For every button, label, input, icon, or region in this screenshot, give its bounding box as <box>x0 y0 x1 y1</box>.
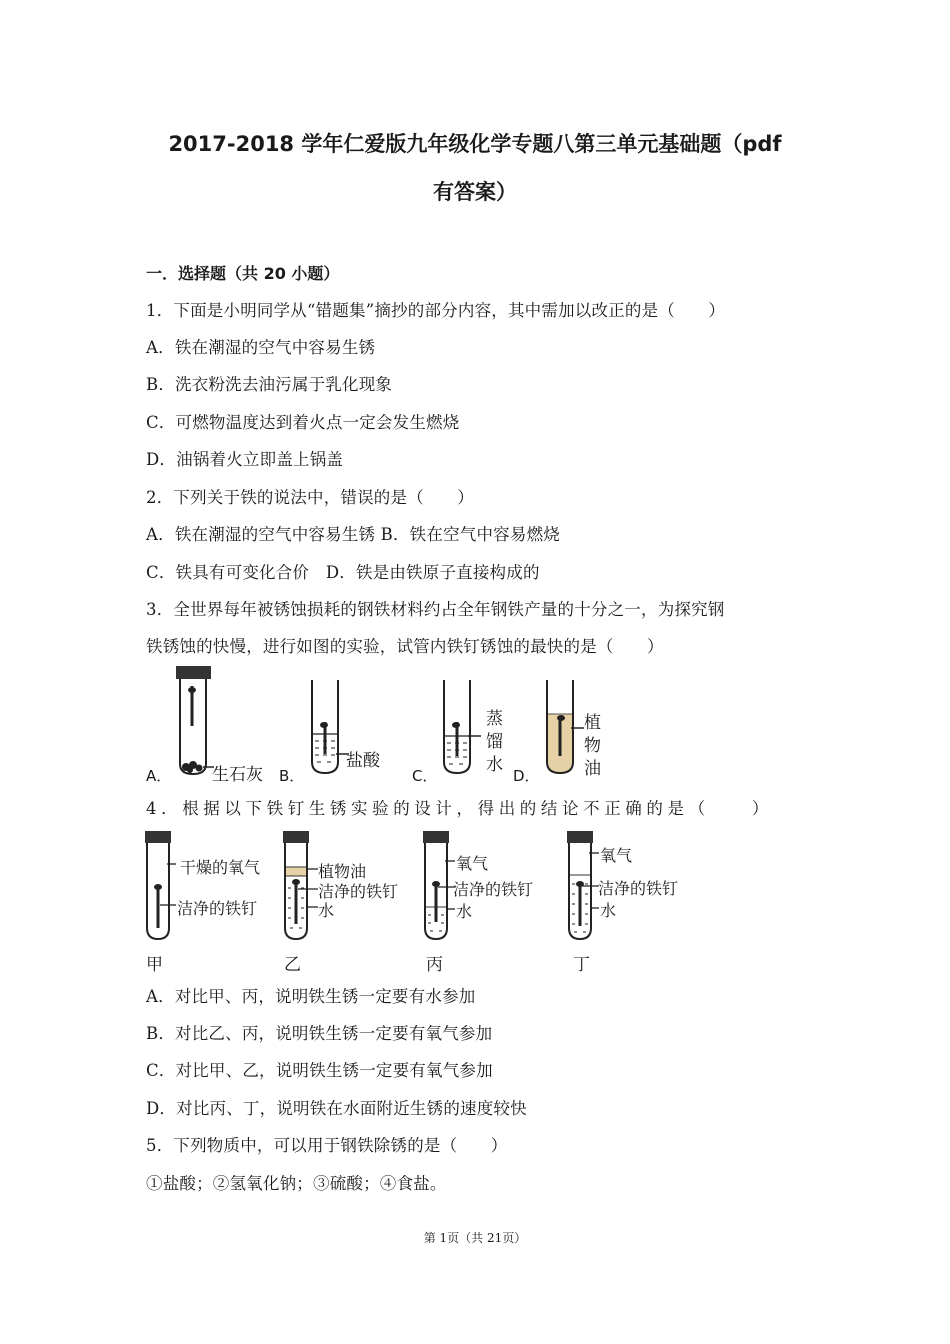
q3-choice-c-letter: C． <box>412 767 438 785</box>
q1-option-b: B．洗衣粉洗去油污属于乳化现象 <box>146 375 393 394</box>
q3-tube-d-drawing <box>540 676 590 782</box>
q5-stem: 5．下列物质中，可以用于钢铁除锈的是（ ） <box>146 1136 508 1155</box>
q4-jia-label-gas: 干燥的氧气 <box>180 858 261 877</box>
q3-tube-c-drawing <box>437 676 487 782</box>
q3-choice-a-letter: A． <box>146 767 172 785</box>
q4-option-b: B．对比乙、丙，说明铁生锈一定要有氧气参加 <box>146 1024 493 1043</box>
q4-stem: 4．根据以下铁钉生锈实验的设计，得出的结论不正确的是（ ） <box>146 799 773 818</box>
q4-tube-jia-drawing <box>140 828 185 942</box>
q4-yi-name: 乙 <box>284 955 301 975</box>
document-title-line-1: 2017-2018 学年仁爱版九年级化学专题八第三单元基础题（pdf <box>168 132 782 156</box>
q3-label-d-3: 油 <box>584 759 601 779</box>
q4-yi-label-oil: 植物油 <box>318 862 367 881</box>
q1-option-a: A．铁在潮湿的空气中容易生锈 <box>146 338 376 357</box>
q4-bing-label-nail: 洁净的铁钉 <box>453 880 534 899</box>
q3-label-d-1: 植 <box>584 713 601 733</box>
q3-label-a: 生石灰 <box>212 765 263 785</box>
q4-yi-label-water: 水 <box>318 901 335 920</box>
q4-bing-name: 丙 <box>426 955 443 975</box>
q3-label-c-3: 水 <box>486 755 503 775</box>
q4-jia-label-nail: 洁净的铁钉 <box>177 899 258 918</box>
q1-option-c: C．可燃物温度达到着火点一定会发生燃烧 <box>146 413 460 432</box>
q1-stem: 1．下面是小明同学从“错题集”摘抄的部分内容，其中需加以改正的是（ ） <box>146 301 726 320</box>
document-title-line-2: 有答案） <box>433 180 517 204</box>
q3-stem-line-2: 铁锈蚀的快慢，进行如图的实验，试管内铁钉锈蚀的最快的是（ ） <box>146 637 664 656</box>
q1-option-d: D．油锅着火立即盖上锅盖 <box>146 450 344 469</box>
page-footer: 第 1页（共 21页） <box>423 1231 527 1245</box>
q4-option-d: D．对比丙、丁，说明铁在水面附近生锈的速度较快 <box>146 1099 527 1118</box>
q4-jia-name: 甲 <box>146 955 163 975</box>
q4-tube-yi-drawing <box>278 828 323 942</box>
q3-choice-b-letter: B． <box>279 767 305 785</box>
q4-option-a: A．对比甲、丙，说明铁生锈一定要有水参加 <box>146 987 476 1006</box>
q4-option-c: C．对比甲、乙，说明铁生锈一定要有氧气参加 <box>146 1061 493 1080</box>
q5-options: ①盐酸；②氢氧化钠；③硫酸；④食盐。 <box>146 1174 447 1193</box>
q4-ding-label-nail: 洁净的铁钉 <box>598 879 679 898</box>
q3-label-c-2: 馏 <box>486 732 503 752</box>
q4-ding-label-gas: 氧气 <box>600 846 633 865</box>
q4-bing-label-water: 水 <box>456 902 473 921</box>
q3-choice-d-letter: D． <box>513 767 540 785</box>
q4-yi-label-nail: 洁净的铁钉 <box>318 882 399 901</box>
section-heading: 一．选择题（共 20 小题） <box>146 264 340 283</box>
q2-stem: 2．下列关于铁的说法中，错误的是（ ） <box>146 488 474 507</box>
q2-options-cd: C．铁具有可变化合价 D．铁是由铁原子直接构成的 <box>146 563 540 582</box>
q3-label-b: 盐酸 <box>346 751 380 771</box>
q2-options-ab: A．铁在潮湿的空气中容易生锈 B．铁在空气中容易燃烧 <box>146 525 560 544</box>
q4-bing-label-gas: 氧气 <box>456 854 489 873</box>
q3-label-d-2: 物 <box>584 736 601 756</box>
q3-stem-line-1: 3．全世界每年被锈蚀损耗的钢铁材料约占全年钢铁产量的十分之一，为探究钢 <box>146 600 725 619</box>
q4-ding-name: 丁 <box>573 955 590 975</box>
q4-ding-label-water: 水 <box>600 901 617 920</box>
q3-label-c-1: 蒸 <box>486 709 503 729</box>
